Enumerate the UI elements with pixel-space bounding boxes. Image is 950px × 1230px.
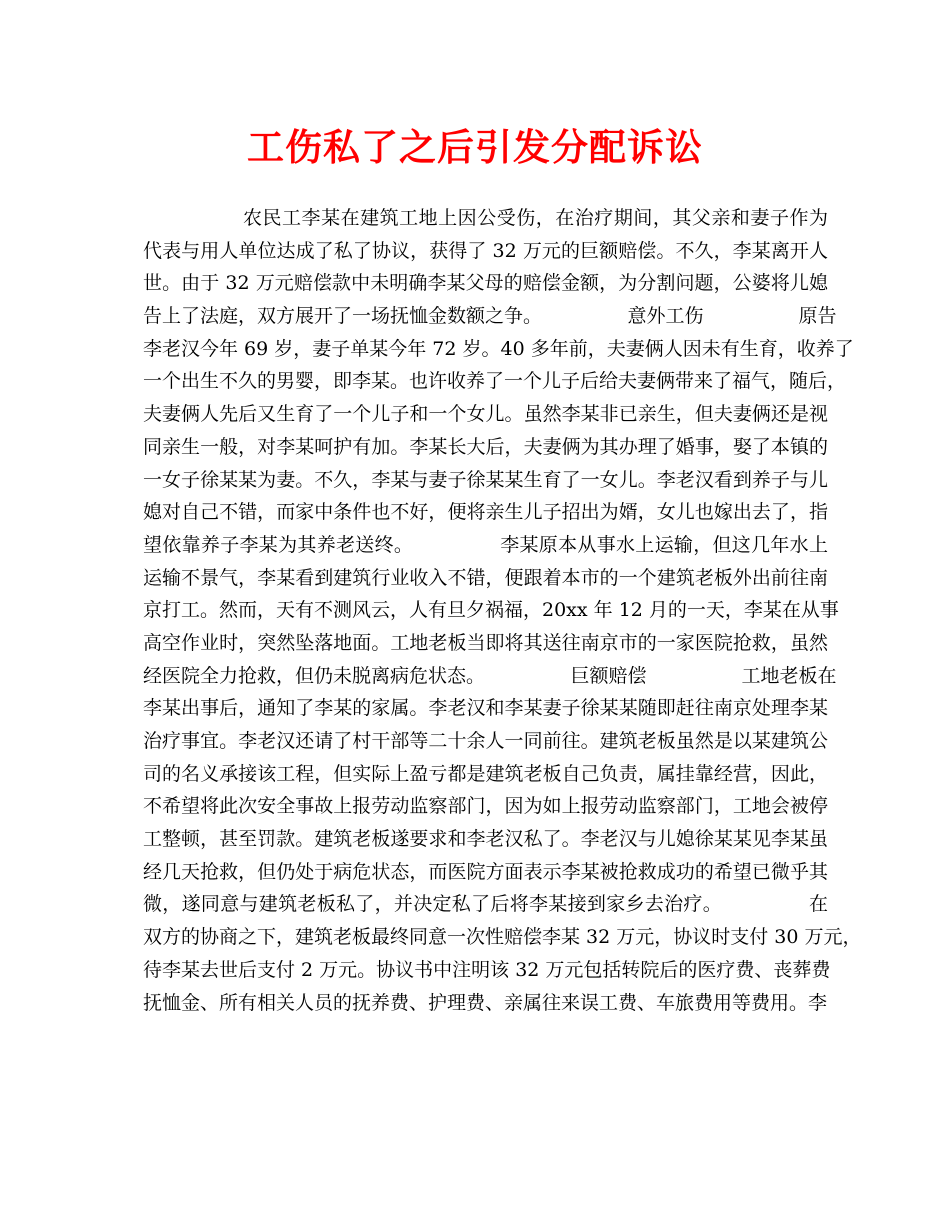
body-line: 微，遂同意与建筑老板私了，并决定私了后将李某接到家乡去治疗。 在 <box>143 893 828 916</box>
body-line: 经医院全力抢救，但仍未脱离病危状态。 巨额赔偿 工地老板在 <box>143 664 837 687</box>
body-line: 抚恤金、所有相关人员的抚养费、护理费、亲属往来误工费、车旅费用等费用。李 <box>143 991 828 1014</box>
body-line: 待李某去世后支付 2 万元。协议书中注明该 32 万元包括转院后的医疗费、丧葬费 <box>143 958 831 981</box>
body-line: 司的名义承接该工程，但实际上盈亏都是建筑老板自己负责，属挂靠经营，因此， <box>143 762 828 785</box>
body-line: 世。由于 32 万元赔偿款中未明确李某父母的赔偿金额，为分割问题，公婆将儿媳 <box>143 272 828 295</box>
body-line: 治疗事宜。李老汉还请了村干部等二十余人一同前往。建筑老板虽然是以某建筑公 <box>143 730 828 752</box>
body-line: 一个出生不久的男婴，即李某。也许收养了一个儿子后给夫妻俩带来了福气，随后， <box>143 370 847 393</box>
document-title: 工伤私了之后引发分配诉讼 <box>247 125 703 169</box>
body-line: 经几天抢救，但仍处于病危状态，而医院方面表示李某被抢救成功的希望已微乎其 <box>143 860 828 883</box>
body-line: 一女子徐某某为妻。不久，李某与妻子徐某某生育了一女儿。李老汉看到养子与儿 <box>143 468 828 491</box>
body-line: 同亲生一般，对李某呵护有加。李某长大后，夫妻俩为其办理了婚事，娶了本镇的 <box>143 435 828 458</box>
body-line: 李老汉今年 69 岁，妻子单某今年 72 岁。40 多年前，夫妻俩人因未有生育，收养了 <box>143 337 854 360</box>
body-line: 高空作业时，突然坠落地面。工地老板当即将其送往南京市的一家医院抢救，虽然 <box>143 631 828 654</box>
body-line: 不希望将此次安全事故上报劳动监察部门，因为如上报劳动监察部门，工地会被停 <box>143 795 828 818</box>
body-line: 李某出事后，通知了李某的家属。李老汉和李某妻子徐某某随即赶往南京处理李某 <box>143 697 828 720</box>
body-line: 运输不景气，李某看到建筑行业收入不错，便跟着本市的一个建筑老板外出前往南 <box>143 566 828 589</box>
body-line: 京打工。然而，天有不测风云，人有旦夕祸福，20xx 年 12 月的一天，李某在从事 <box>143 599 839 622</box>
body-line: 农民工李某在建筑工地上因公受伤，在治疗期间，其父亲和妻子作为 <box>243 207 828 229</box>
body-line: 望依靠养子李某为其养老送终。 李某原本从事水上运输，但这几年水上 <box>143 533 828 556</box>
document-body <box>143 202 862 1019</box>
body-line: 双方的协商之下，建筑老板最终同意一次性赔偿李某 32 万元，协议时支付 30 万元， <box>143 926 862 949</box>
body-line: 媳对自己不错，而家中条件也不好，便将亲生儿子招出为婿，女儿也嫁出去了，指 <box>143 501 828 524</box>
body-line: 工整顿，甚至罚款。建筑老板遂要求和李老汉私了。李老汉与儿媳徐某某见李某虽 <box>143 828 828 851</box>
body-line: 代表与用人单位达成了私了协议，获得了 32 万元的巨额赔偿。不久，李某离开人 <box>143 239 828 262</box>
body-line: 夫妻俩人先后又生育了一个儿子和一个女儿。虽然李某非已亲生，但夫妻俩还是视 <box>143 403 828 426</box>
body-line: 告上了法庭，双方展开了一场抚恤金数额之争。 意外工伤 原告 <box>143 305 837 328</box>
